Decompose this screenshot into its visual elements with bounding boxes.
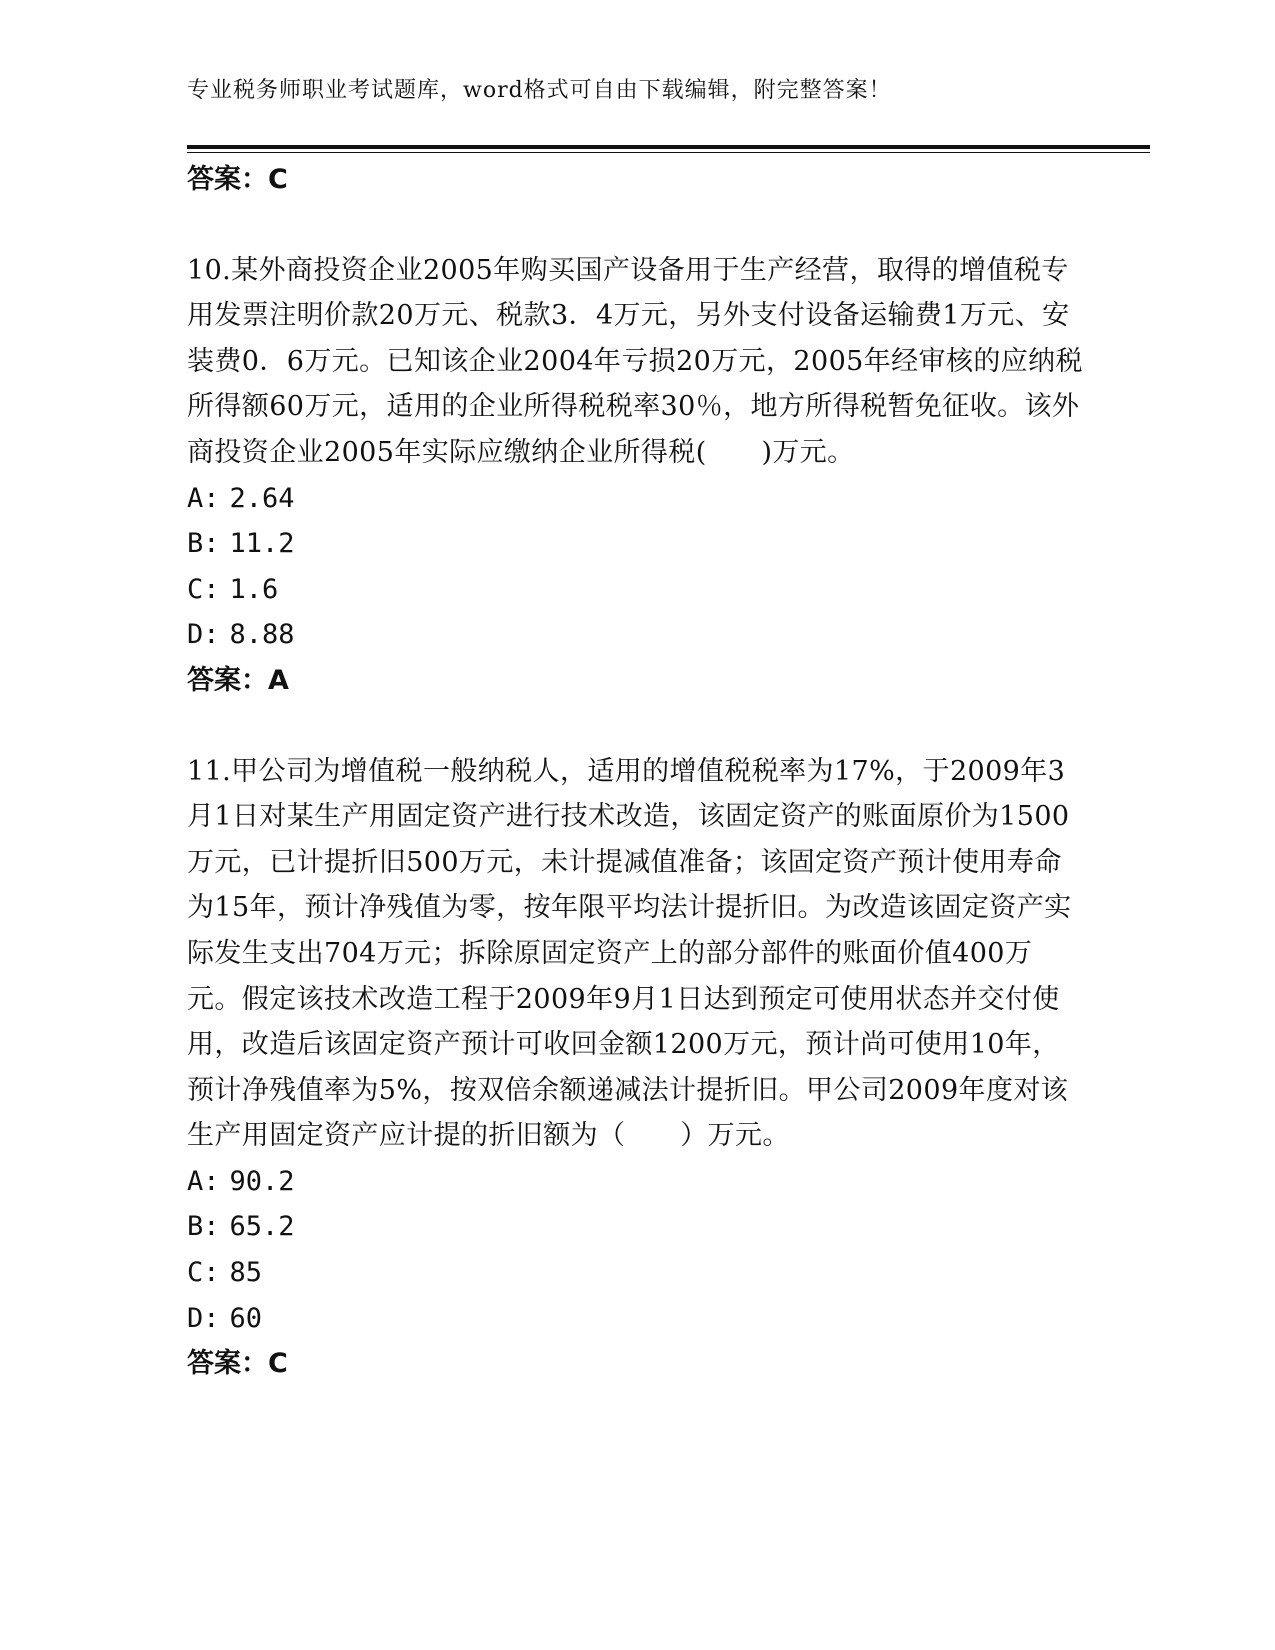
document-content xyxy=(187,157,1087,1387)
option-list xyxy=(187,1159,1087,1341)
option-value: 1.6 xyxy=(229,573,279,605)
answer-line: 答案：A xyxy=(187,664,289,696)
option-letter: B: xyxy=(187,528,220,560)
question-10 xyxy=(187,248,1087,704)
option-letter: A: xyxy=(187,1165,220,1197)
option-value: 85 xyxy=(229,1257,263,1289)
option-value: 2.64 xyxy=(229,482,295,514)
option-value: 65.2 xyxy=(229,1211,295,1243)
option-letter: C: xyxy=(187,573,220,605)
answer-line: 答案：C xyxy=(187,1348,288,1380)
answer-line: 答案：C xyxy=(187,164,288,195)
option-c xyxy=(187,1250,1087,1296)
question-text: 11.甲公司为增值税一般纳税人，适用的增值税税率为17%，于2009年3月1日对某生产用固定资产进行技术改造，该固定资产的账面原价为1500万元，已计提折旧500万元，未计提减值准备；该固定资产预计使用寿命为15年，预计净残值为零，按年限平均法计提折旧。为改造该固定资产实际发生支出704万元；拆除原固定资产上的部分部件的账面价值400万元。假定该技术改造工程于2009年9月1日达到预定可使用状态并交付使用，改造后该固定资产预计可收回金额1200万元，预计尚可使用10年，预计净残值率为5%，按双倍余额递减法计提折旧。甲公司2009年度对该生产用固定资产应计提的折旧额为（ ）万元。 xyxy=(187,755,1072,1152)
option-list xyxy=(187,476,1087,658)
option-value: 8.88 xyxy=(229,619,295,651)
page-header: 专业税务师职业考试题库，word格式可自由下载编辑，附完整答案！ xyxy=(187,78,892,103)
option-value: 60 xyxy=(229,1302,263,1334)
option-b xyxy=(187,1204,1087,1250)
option-letter: B: xyxy=(187,1211,220,1243)
option-letter: C: xyxy=(187,1257,220,1289)
option-letter: D: xyxy=(187,1302,220,1334)
option-letter: A: xyxy=(187,482,220,514)
option-d xyxy=(187,1296,1087,1342)
option-a xyxy=(187,1159,1087,1205)
question-text: 10.某外商投资企业2005年购买国产设备用于生产经营，取得的增值税专用发票注明价款20万元、税款3．4万元，另外支付设备运输费1万元、安装费0．6万元。已知该企业2004年亏损20万元，2005年经审核的应纳税所得额60万元，适用的企业所得税税率30％，地方所得税暂免征收。该外商投资企业2005年实际应缴纳企业所得税( )万元。 xyxy=(187,254,1083,468)
header-divider xyxy=(187,145,1150,149)
question-11 xyxy=(187,749,1087,1387)
option-a xyxy=(187,476,1087,522)
option-letter: D: xyxy=(187,619,220,651)
option-value: 90.2 xyxy=(229,1165,295,1197)
option-value: 11.2 xyxy=(229,528,295,560)
option-d xyxy=(187,612,1087,658)
option-b xyxy=(187,521,1087,567)
option-c xyxy=(187,567,1087,613)
